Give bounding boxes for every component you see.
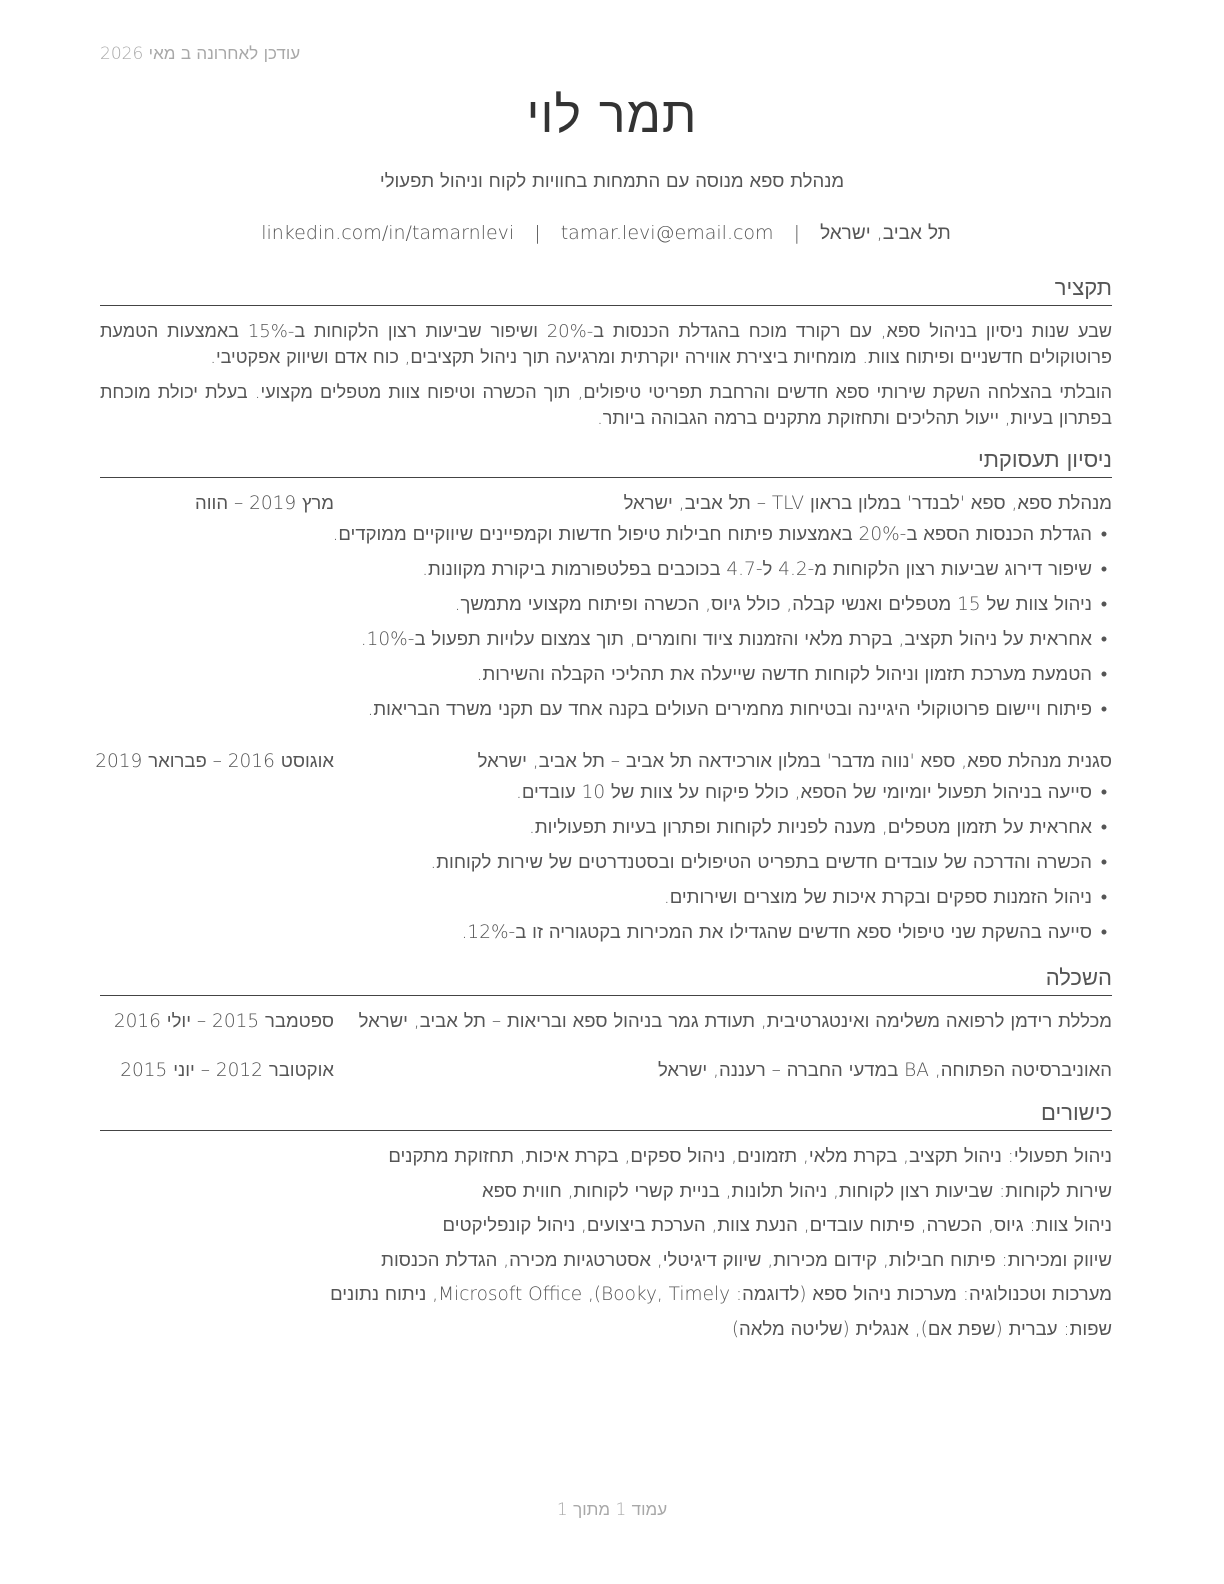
skill-line: שפות: עברית (שפת אם), אנגלית (שליטה מלאה): [731, 1319, 1112, 1340]
contact-separator: |: [793, 222, 801, 244]
education-dates: אוקטובר 2012 – יוני 2015: [120, 1060, 334, 1081]
job-title: סגנית מנהלת ספא, ספא 'נווה מדבר' במלון אורכידאה תל אביב – תל אביב, ישראל: [477, 751, 1112, 772]
skills-heading: כישורים: [100, 1101, 1112, 1131]
education-dates: ספטמבר 2015 – יולי 2016: [113, 1011, 334, 1032]
list-item: •שיפור דירוג שביעות רצון הלקוחות מ-4.2 ל-4.7 בכוכבים בפלטפורמות ביקורת מקוונות.: [422, 559, 1108, 580]
list-item: •ניהול צוות של 15 מטפלים ואנשי קבלה, כולל גיוס, הכשרה ופיתוח מקצועי מתמשך.: [454, 594, 1108, 615]
last-updated: עודכן לאחרונה ב מאי 2026: [100, 44, 301, 64]
skill-line: שירות לקוחות: שביעות רצון לקוחות, ניהול תלונות, בניית קשרי לקוחות, חווית ספא: [482, 1181, 1112, 1202]
job-header: [100, 492, 1112, 518]
job-bullets: [100, 780, 1112, 955]
list-item: •הכשרה והדרכה של עובדים חדשים בתפריט הטיפולים ובסטנדרטים של שירות לקוחות.: [430, 852, 1108, 873]
contact-location: תל אביב, ישראל: [820, 222, 951, 244]
list-item: •הגדלת הכנסות הספא ב-20% באמצעות פיתוח חבילות טיפול חדשות וקמפיינים שיווקיים ממוקדים.: [332, 524, 1108, 545]
list-item: •אחראית על ניהול תקציב, בקרת מלאי והזמנות ציוד וחומרים, תוך צמצום עלויות תפעול ב-10%.: [360, 629, 1108, 650]
list-item: •אחראית על תזמון מטפלים, מענה לפניות לקוחות ופתרון בעיות תפעוליות.: [528, 817, 1108, 838]
contact-linkedin[interactable]: linkedin.com/in/tamarnlevi: [261, 222, 515, 244]
page-number: עמוד 1 מתוך 1: [556, 1500, 668, 1520]
list-item: •הטמעת מערכת תזמון וניהול לקוחות חדשה שייעלה את תהליכי הקבלה והשירות.: [476, 664, 1108, 685]
contact-separator: |: [534, 222, 541, 244]
contact-email[interactable]: tamar.levi@email.com: [560, 222, 774, 244]
skill-line: ניהול צוות: גיוס, הכשרה, פיתוח עובדים, הנעת צוות, הערכת ביצועים, ניהול קונפליקטים: [442, 1215, 1112, 1236]
experience-heading: ניסיון תעסוקתי: [100, 448, 1112, 478]
education-item: [100, 1059, 1112, 1085]
skill-line: שיווק ומכירות: פיתוח חבילות, קידום מכירות, שיווק דיגיטלי, אסטרטגיות מכירה, הגדלת הכנסות: [381, 1250, 1112, 1271]
job-dates: מרץ 2019 – הווה: [195, 493, 334, 514]
summary-heading: תקציר: [100, 276, 1112, 306]
job-dates: אוגוסט 2016 – פברואר 2019: [95, 751, 334, 772]
skill-line: מערכות וטכנולוגיה: מערכות ניהול ספא (לדוגמה: Booky, Timely), Microsoft Office, ניתוח נתונים: [330, 1284, 1112, 1305]
job-header: [95, 750, 1112, 776]
list-item: •ניהול הזמנות ספקים ובקרת איכות של מוצרים ושירותים.: [663, 887, 1108, 908]
summary-paragraph: שבע שנות ניסיון בניהול ספא, עם רקורד מוכח בהגדלת הכנסות ב-20% ושיפור שביעות רצון הלקוחות ב-15% באמצעות הטמעת פרוטוקולים חדשניים ופיתוח צוות. מומחיות ביצירת אווירה יוקרתית ומרגיעה תוך ניהול תקציבים, כוח אדם ושיווק אפקטיבי.: [100, 321, 1112, 368]
candidate-subtitle: מנהלת ספא מנוסה עם התמחות בחוויות לקוח וניהול תפעולי: [379, 171, 845, 192]
skill-line: ניהול תפעולי: ניהול תקציב, בקרת מלאי, תזמונים, ניהול ספקים, בקרת איכות, תחזוקת מתקנים: [388, 1146, 1112, 1167]
list-item: •סייעה בניהול תפעול יומיומי של הספא, כולל פיקוח על צוות של 10 עובדים.: [515, 782, 1108, 803]
education-heading: השכלה: [100, 966, 1112, 996]
summary-paragraph: הובלתי בהצלחה השקת שירותי ספא חדשים והרחבת תפריטי טיפולים, תוך הכשרה וטיפוח צוות מטפלים מקצועי. בעלת יכולת מוכחת בפתרון בעיות, ייעול תהליכים ותחזוקת מתקנים ברמה הגבוהה ביותר.: [100, 382, 1112, 429]
job-title: מנהלת ספא, ספא 'לבנדר' במלון בראון TLV – תל אביב, ישראל: [623, 493, 1112, 514]
job-bullets: [100, 522, 1112, 732]
education-title: האוניברסיטה הפתוחה, BA במדעי החברה – רעננה, ישראל: [657, 1060, 1112, 1081]
education-title: מכללת רידמן לרפואה משלימה ואינטגרטיבית, תעודת גמר בניהול ספא ובריאות – תל אביב, ישראל: [358, 1011, 1112, 1032]
list-item: •פיתוח ויישום פרוטוקולי היגיינה ובטיחות מחמירים העולים בקנה אחד עם תקני משרד הבריאות.: [367, 699, 1108, 720]
contact-line: [0, 222, 1212, 245]
education-item: [100, 1010, 1112, 1036]
list-item: •סייעה בהשקת שני טיפולי ספא חדשים שהגדילו את המכירות בקטגוריה זו ב-12%.: [461, 922, 1108, 943]
candidate-name: תמר לוי: [526, 86, 698, 144]
